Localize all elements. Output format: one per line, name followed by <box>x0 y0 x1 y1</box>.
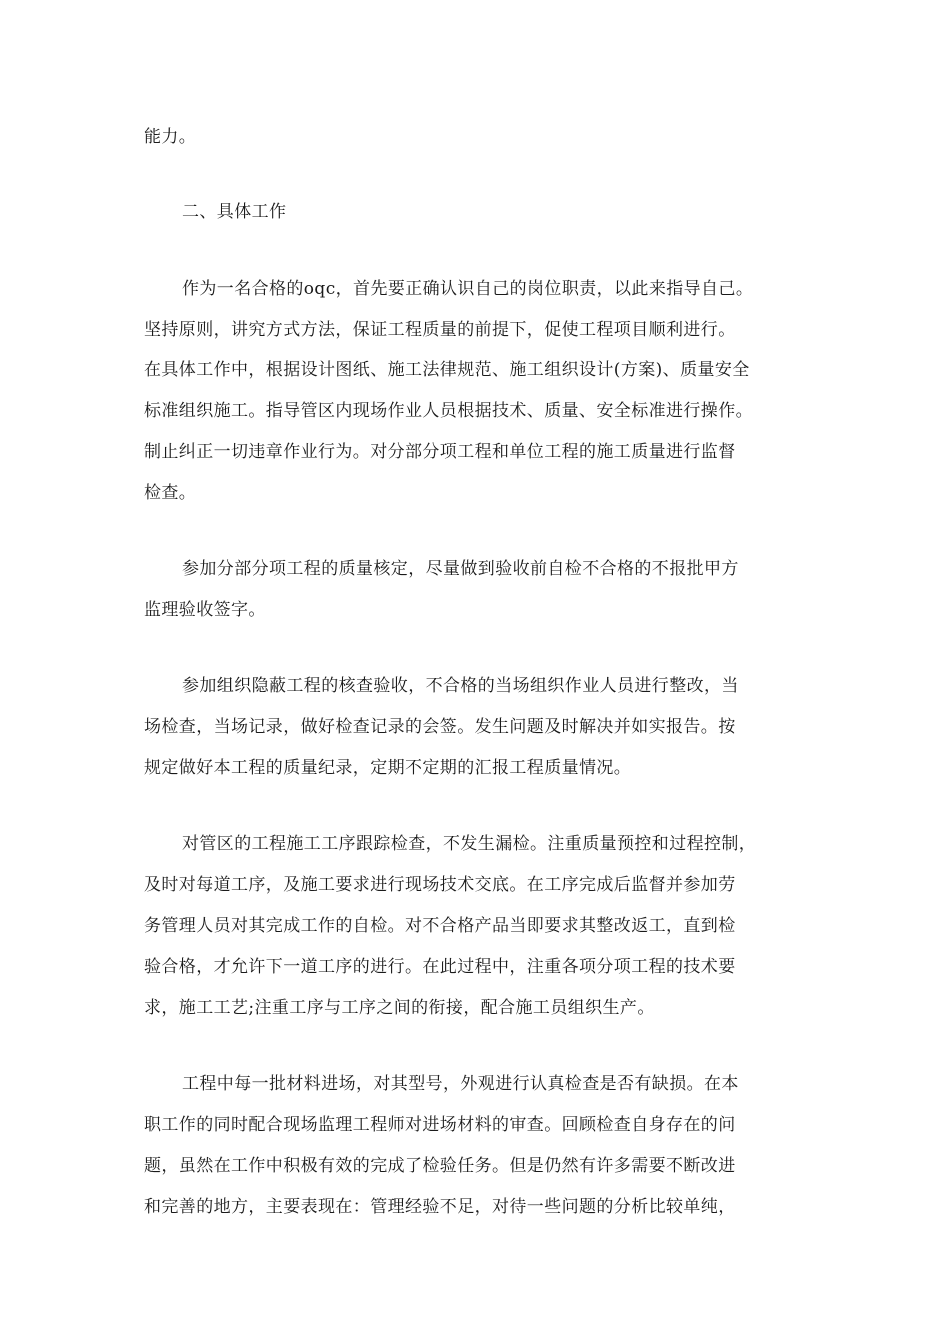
text-line: 检查。 <box>144 483 197 503</box>
section-heading: 二、具体工作 <box>182 202 287 222</box>
text-line: 对管区的工程施工工序跟踪检查，不发生漏检。注重质量预控和过程控制， <box>182 834 757 854</box>
text-line: 验合格，才允许下一道工序的进行。在此过程中，注重各项分项工程的技术要 <box>144 957 736 977</box>
text-line: 在具体工作中，根据设计图纸、施工法律规范、施工组织设计(方案)、质量安全 <box>144 360 750 380</box>
text-line: 务管理人员对其完成工作的自检。对不合格产品当即要求其整改返工，直到检 <box>144 916 736 936</box>
text-line: 标准组织施工。指导管区内现场作业人员根据技术、质量、安全标准进行操作。 <box>144 401 753 421</box>
text-line: 求，施工工艺;注重工序与工序之间的衔接，配合施工员组织生产。 <box>144 998 655 1018</box>
text-line: 监理验收签字。 <box>144 600 266 620</box>
text-line: 制止纠正一切违章作业行为。对分部分项工程和单位工程的施工质量进行监督 <box>144 442 736 462</box>
text-line: 能力。 <box>144 127 197 147</box>
text-line: 作为一名合格的oqc，首先要正确认识自己的岗位职责，以此来指导自己。 <box>182 279 754 299</box>
text-line: 题，虽然在工作中积极有效的完成了检验任务。但是仍然有许多需要不断改进 <box>144 1156 736 1176</box>
text-line: 参加组织隐蔽工程的核查验收，不合格的当场组织作业人员进行整改，当 <box>182 676 739 696</box>
text-line: 场检查，当场记录，做好检查记录的会签。发生问题及时解决并如实报告。按 <box>144 717 736 737</box>
text-line: 工程中每一批材料进场，对其型号，外观进行认真检查是否有缺损。在本 <box>182 1074 739 1094</box>
text-line: 职工作的同时配合现场监理工程师对进场材料的审查。回顾检查自身存在的问 <box>144 1115 736 1135</box>
text-line: 坚持原则，讲究方式方法，保证工程质量的前提下，促使工程项目顺利进行。 <box>144 320 736 340</box>
text-line: 规定做好本工程的质量纪录，定期不定期的汇报工程质量情况。 <box>144 758 632 778</box>
text-line: 参加分部分项工程的质量核定，尽量做到验收前自检不合格的不报批甲方 <box>182 559 739 579</box>
text-line: 和完善的地方，主要表现在：管理经验不足，对待一些问题的分析比较单纯， <box>144 1197 736 1217</box>
text-line: 及时对每道工序，及施工要求进行现场技术交底。在工序完成后监督并参加劳 <box>144 875 736 895</box>
